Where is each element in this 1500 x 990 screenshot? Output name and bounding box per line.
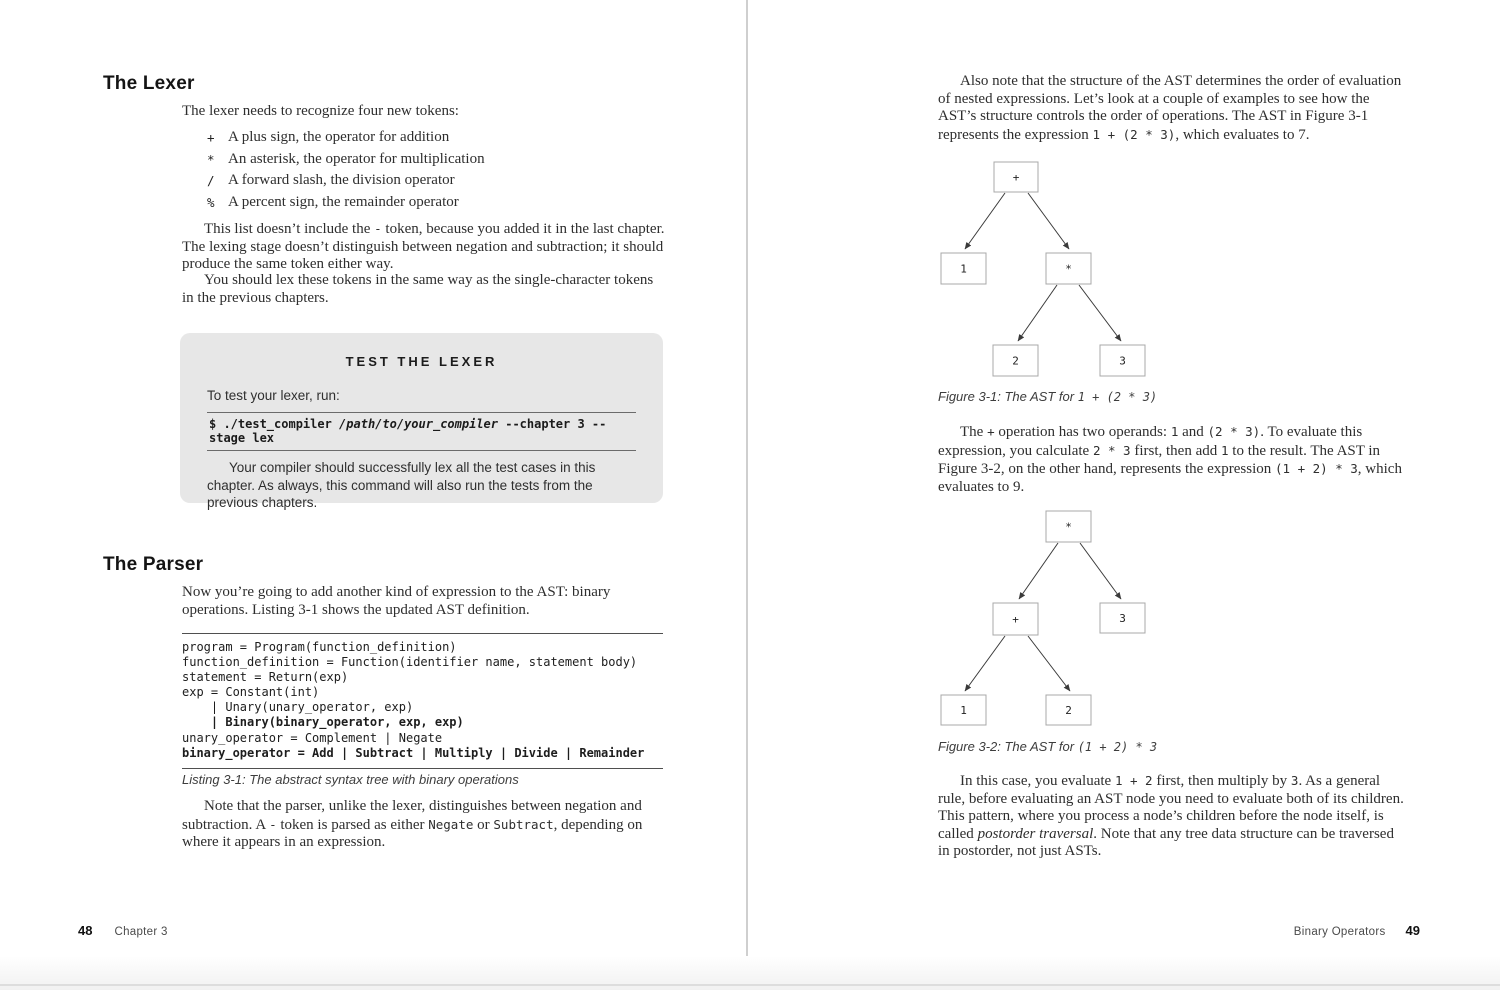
token-symbol: *	[207, 151, 215, 167]
text-segment-t: Figure 3-1: The AST for	[938, 389, 1078, 404]
listing-3-1-code	[182, 633, 663, 769]
text-segment-code: (1 + 2) * 3	[1275, 461, 1358, 477]
code-line: | Binary(binary_operator, exp, exp)	[182, 715, 464, 730]
text-segment-t: This list doesn’t include the	[204, 221, 375, 237]
text-segment-code: 1	[1170, 424, 1179, 439]
paragraph-postorder	[938, 772, 1408, 861]
text-segment-code: (1 + 2) * 3	[1077, 740, 1158, 754]
text-segment-t: operation has two operands:	[994, 424, 1171, 440]
text-segment-t: . Note that any tree data structure can be traversed in postorder, not just ASTs.	[938, 825, 1394, 860]
paragraph-lex-same-way	[182, 272, 666, 307]
token-description: A forward slash, the division operator	[228, 172, 455, 189]
token-symbol: +	[207, 130, 215, 145]
text-segment-t: You should lex these tokens in the same way as the single-character tokens in the previous chapters.	[182, 272, 654, 306]
text-segment-t: The	[960, 424, 988, 440]
code-line: function_definition = Function(identifier name, statement body)	[182, 655, 638, 670]
page-bottom-edge	[0, 984, 1500, 986]
lexer-intro-paragraph: The lexer needs to recognize four new tokens:	[182, 103, 459, 119]
text-segment-t: , depending on where it appears in an expression.	[182, 816, 643, 851]
page-gutter-divider	[746, 0, 748, 978]
left-page-number: 48	[78, 923, 93, 938]
text-segment-code: Subtract	[493, 816, 554, 832]
right-page-number: 49	[1405, 923, 1420, 938]
text-segment-code: -	[374, 221, 382, 236]
text-segment-t: In this case, you evaluate	[960, 773, 1115, 789]
code-line: statement = Return(exp)	[182, 670, 349, 685]
parser-intro-paragraph	[182, 584, 666, 619]
text-segment-t: , which evaluates to 7.	[1175, 126, 1310, 143]
code-line: binary_operator = Add | Subtract | Multiply | Divide | Remainder	[182, 745, 645, 760]
note-box-body: Your compiler should successfully lex all the test cases in this chapter. As always, this command will also run the tests from the previous chapters.	[207, 460, 596, 510]
token-symbol: %	[207, 194, 215, 210]
svg-text:+: +	[1012, 613, 1019, 626]
paragraph-ast-order	[938, 73, 1408, 144]
token-list-item	[182, 149, 663, 171]
code-line: unary_operator = Complement | Negate	[182, 730, 443, 745]
note-box-intro: To test your lexer, run:	[207, 388, 340, 403]
text-segment-code: 1 + 2	[1114, 773, 1153, 788]
svg-text:*: *	[1065, 520, 1072, 534]
text-segment-t: and	[1178, 424, 1208, 440]
text-segment-code: -	[269, 816, 277, 832]
svg-text:3: 3	[1119, 354, 1126, 368]
svg-text:+: +	[1012, 171, 1020, 184]
figure-3-2-caption	[938, 739, 1157, 754]
right-footer-label: Binary Operators	[1293, 926, 1386, 938]
text-segment-t: first, then add	[1130, 442, 1221, 459]
section-heading-the-parser: The Parser	[103, 554, 204, 575]
text-segment-t: Now you’re going to add another kind of expression to the AST: binary operations. Listing 3-1 shows the updated AST definition.	[182, 584, 611, 618]
text-segment-t: to the result. The AST in Figure 3-2, on the other hand, represents the expression	[938, 442, 1381, 478]
svg-text:2: 2	[1012, 354, 1019, 368]
test-command-line	[207, 412, 636, 451]
text-segment-code: Negate	[428, 816, 474, 832]
figure-3-1-ast-diagram	[938, 157, 1148, 384]
text-segment-t: --chapter 3 --stage lex	[209, 417, 607, 445]
text-segment-t: . As a general rule, before evaluating an AST node you need to evaluate both of its children. This pattern, where you process a node’s children before the node itself, is called	[938, 773, 1404, 842]
text-segment-t: Listing 3-1: The abstract syntax tree with binary operations	[182, 772, 519, 787]
paragraph-minus-token	[182, 220, 666, 274]
token-list-item	[182, 127, 663, 149]
paragraph-parser-note	[182, 798, 666, 852]
text-segment-t: token is parsed as either	[276, 816, 429, 833]
svg-text:2: 2	[1065, 704, 1072, 717]
code-line: | Unary(unary_operator, exp)	[182, 700, 414, 715]
token-symbol: /	[207, 173, 215, 189]
listing-3-1-caption	[182, 772, 519, 787]
svg-text:3: 3	[1119, 612, 1126, 625]
token-description: An asterisk, the operator for multiplication	[228, 150, 485, 167]
text-segment-t: Note that the parser, unlike the lexer, distinguishes between negation and subtraction. A	[182, 798, 642, 833]
text-segment-t: or	[473, 816, 494, 833]
text-segment-t: Figure 3-2: The AST for	[938, 739, 1078, 754]
token-list-item	[182, 170, 663, 192]
code-line: program = Program(function_definition)	[182, 640, 457, 654]
text-segment-t: Also note that the structure of the AST determines the order of evaluation of nested expressions. Let’s look at a couple of examples to see how the AST’s structure controls the order of operations. The AST in Figure 3-1 represents the expression	[938, 73, 1402, 143]
text-segment-code: 2 * 3	[1092, 442, 1131, 458]
token-list-item	[182, 192, 663, 214]
text-segment-t: $ ./test_compiler	[209, 417, 340, 431]
text-segment-t: , which evaluates to 9.	[938, 461, 1402, 495]
token-description: A percent sign, the remainder operator	[228, 193, 459, 210]
text-segment-code: +	[987, 424, 995, 439]
text-segment-i: /path/to/your_compiler	[339, 417, 498, 431]
code-line: exp = Constant(int)	[182, 685, 320, 700]
text-segment-code: (2 * 3)	[1207, 424, 1261, 439]
text-segment-code: 1	[1221, 442, 1229, 458]
text-segment-code: 1 + (2 * 3)	[1077, 390, 1158, 404]
left-footer-label: Chapter 3	[114, 926, 168, 938]
text-segment-t: first, then multiply by	[1152, 773, 1291, 789]
left-page-footer	[78, 923, 168, 938]
text-segment-t: . To evaluate this expression, you calculate	[938, 424, 1363, 459]
right-page-footer	[1294, 923, 1420, 938]
text-segment-i: postorder traversal	[977, 825, 1094, 842]
svg-text:1: 1	[960, 262, 967, 276]
figure-3-1-caption	[938, 389, 1157, 404]
test-the-lexer-note-box	[180, 333, 663, 510]
token-description: A plus sign, the operator for addition	[228, 129, 450, 145]
token-list	[182, 127, 663, 213]
svg-text:*: *	[1065, 262, 1072, 276]
svg-text:1: 1	[960, 704, 967, 717]
section-heading-the-lexer: The Lexer	[103, 73, 195, 94]
text-segment-code: 3	[1290, 773, 1299, 788]
text-segment-t: token, because you added it in the last chapter. The lexing stage doesn’t distinguish between negation and subtraction; it should produce the same token either way.	[182, 221, 665, 273]
note-box-title: TEST THE LEXER	[345, 354, 498, 369]
text-segment-code: 1 + (2 * 3)	[1092, 126, 1176, 142]
paragraph-plus-operation	[938, 423, 1408, 496]
figure-3-2-ast-diagram	[938, 507, 1148, 734]
